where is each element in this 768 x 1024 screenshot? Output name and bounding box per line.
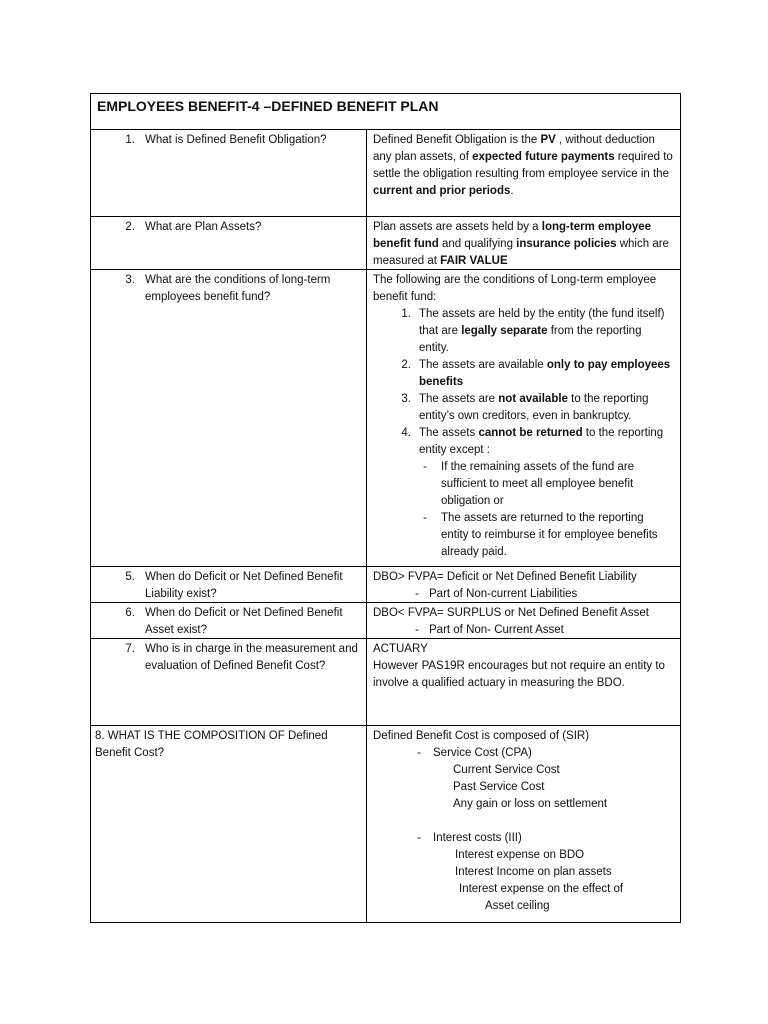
- list-number: 3.: [401, 393, 411, 405]
- service-cost-item: Past Service Cost: [453, 781, 545, 793]
- question-cell: [91, 603, 367, 638]
- dash-bullet: -: [415, 588, 419, 600]
- list-text: The assets: [419, 427, 479, 439]
- question-number: 5.: [125, 571, 135, 583]
- list-emphasis: not available: [498, 393, 568, 405]
- answer-heading: ACTUARY: [373, 643, 428, 655]
- question-number: 6.: [125, 607, 135, 619]
- question-number: 2.: [125, 221, 135, 233]
- table-row: [91, 567, 680, 603]
- table-row: [91, 639, 680, 726]
- list-item: [373, 357, 674, 391]
- question-text: What are the conditions of long-term employees benefit fund?: [145, 274, 331, 303]
- interest-cost-item: Asset ceiling: [485, 900, 550, 912]
- list-number: 2.: [401, 359, 411, 371]
- list-number: 1.: [401, 308, 411, 320]
- service-cost-label: Service Cost (CPA): [433, 747, 532, 759]
- table-row: [91, 270, 680, 567]
- list-emphasis: legally separate: [461, 325, 548, 337]
- list-item: [373, 306, 674, 357]
- answer-cell: [367, 567, 680, 602]
- list-text: The assets are available: [419, 359, 547, 371]
- question-text: What are Plan Assets?: [145, 221, 262, 233]
- question-cell: [91, 130, 367, 216]
- question-text: 8. WHAT IS THE COMPOSITION OF Defined Benefit Cost?: [95, 730, 328, 759]
- table-row: [91, 603, 680, 639]
- list-item: [373, 391, 674, 425]
- list-emphasis: only to pay employees benefits: [419, 359, 671, 388]
- answer-text: Defined Benefit Cost is composed of (SIR): [373, 730, 590, 742]
- answer-text: required to settle the obligation resulting from employee service in the: [373, 151, 673, 180]
- list-text: The assets are held by the entity (the fund itself) that are: [419, 308, 665, 337]
- answer-text: and qualifying: [438, 238, 517, 250]
- answer-text: , without deduction any plan assets, of: [373, 134, 655, 163]
- answer-text: Plan assets are assets held by a: [373, 221, 542, 233]
- answer-emphasis: expected future payments: [472, 151, 615, 163]
- question-cell: [91, 217, 367, 269]
- list-item: [373, 459, 674, 510]
- answer-intro: The following are the conditions of Long-term employee benefit fund:: [373, 274, 657, 303]
- answer-cell: [367, 603, 680, 638]
- dash-bullet: -: [415, 624, 419, 636]
- document-table: [90, 93, 681, 923]
- list-emphasis: cannot be returned: [478, 427, 583, 439]
- question-text: What is Defined Benefit Obligation?: [145, 134, 327, 146]
- question-cell: [91, 567, 367, 602]
- answer-emphasis: FAIR VALUE: [440, 255, 508, 267]
- list-item: [373, 425, 674, 459]
- question-cell: [91, 270, 367, 566]
- answer-cell: [367, 726, 680, 922]
- answer-text: DBO> FVPA= Deficit or Net Defined Benefit Liability: [373, 571, 637, 583]
- list-number: 4.: [401, 427, 411, 439]
- dash-bullet: -: [423, 512, 427, 524]
- answer-cell: [367, 270, 680, 566]
- list-text: The assets are returned to the reporting entity to reimburse it for employee benefits already paid.: [441, 512, 658, 558]
- interest-cost-item: Interest expense on the effect of: [459, 883, 624, 895]
- answer-text: DBO< FVPA= SURPLUS or Net Defined Benefit Asset: [373, 607, 649, 619]
- exceptions-list: [373, 459, 674, 561]
- conditions-list: [373, 306, 674, 459]
- document-title: EMPLOYEES BENEFIT-4 –DEFINED BENEFIT PLAN: [91, 94, 680, 130]
- answer-emphasis: current and prior periods: [373, 185, 511, 197]
- service-cost-item: Any gain or loss on settlement: [453, 798, 608, 810]
- question-text: When do Deficit or Net Defined Benefit Liability exist?: [145, 571, 343, 600]
- list-text: to the reporting entity’s own creditors, even in bankruptcy.: [419, 393, 649, 422]
- dash-bullet: -: [423, 461, 427, 473]
- answer-cell: [367, 217, 680, 269]
- interest-cost-item: Interest expense on BDO: [455, 849, 585, 861]
- answer-text: However PAS19R encourages but not require an entity to involve a qualified actuary in measuring the BDO.: [373, 660, 665, 689]
- question-text: Who is in charge in the measurement and evaluation of Defined Benefit Cost?: [145, 643, 358, 672]
- question-cell: [91, 639, 367, 725]
- dash-bullet: -: [417, 832, 421, 844]
- question-number: 1.: [125, 134, 135, 146]
- question-text: When do Deficit or Net Defined Benefit Asset exist?: [145, 607, 343, 636]
- table-row: [91, 217, 680, 270]
- dash-bullet: -: [417, 747, 421, 759]
- answer-text: which are measured at: [373, 238, 669, 267]
- answer-text: Part of Non- Current Asset: [429, 624, 564, 636]
- answer-text: .: [510, 185, 514, 197]
- table-row: [91, 726, 680, 922]
- list-item: [373, 510, 674, 561]
- service-cost-item: Current Service Cost: [453, 764, 560, 776]
- question-number: 3.: [125, 274, 135, 286]
- answer-text: Part of Non-current Liabilities: [429, 588, 578, 600]
- list-text: The assets are: [419, 393, 499, 405]
- answer-cell: [367, 639, 680, 725]
- list-text: to the reporting entity except :: [419, 427, 664, 456]
- interest-cost-item: Interest Income on plan assets: [455, 866, 612, 878]
- answer-emphasis: long-term employee benefit fund: [373, 221, 652, 250]
- interest-cost-label: Interest costs (III): [433, 832, 522, 844]
- answer-emphasis: PV: [540, 134, 556, 146]
- list-text: from the reporting entity.: [419, 325, 642, 354]
- list-text: If the remaining assets of the fund are sufficient to meet all employee benefit obligation or: [441, 461, 635, 507]
- answer-text: Defined Benefit Obligation is the: [373, 134, 541, 146]
- table-row: [91, 130, 680, 217]
- answer-emphasis: insurance policies: [516, 238, 617, 250]
- question-number: 7.: [125, 643, 135, 655]
- answer-cell: [367, 130, 680, 216]
- question-cell: [91, 726, 367, 922]
